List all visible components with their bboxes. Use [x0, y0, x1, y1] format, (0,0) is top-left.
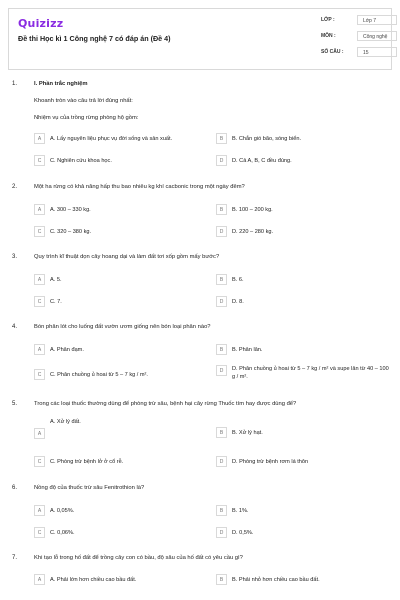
option-letter-box: A [34, 274, 45, 285]
option-letter-box: B [216, 344, 227, 355]
option-text: C. Phân chuồng ủ hoai từ 5 – 7 kg / m². [50, 371, 148, 378]
question-3-option-b[interactable] [216, 274, 244, 285]
option-letter-box: B [216, 274, 227, 285]
option-text: C. 320 – 380 kg. [50, 228, 92, 235]
option-letter-box: C [34, 527, 45, 538]
option-letter-box: D [216, 456, 227, 467]
question-2-option-c[interactable] [34, 226, 91, 237]
option-text: A. Phải lớn hơn chiều cao bầu đất. [50, 576, 137, 583]
option-letter-box: B [216, 427, 227, 438]
question-7-text: Khi tạo lỗ trong hố đất để trồng cây con có bầu, độ sâu của hố đất có yêu cầu gì? [34, 555, 243, 561]
question-3-option-c[interactable] [34, 296, 62, 307]
question-3-option-a[interactable] [34, 274, 62, 285]
option-letter-box: A [34, 344, 45, 355]
option-text: D. Cả A, B, C đều đúng. [232, 157, 292, 164]
question-6-option-d[interactable] [216, 527, 253, 538]
question-1-option-b[interactable] [216, 133, 301, 144]
option-text: B. Phải nhỏ hơn chiều cao bầu đất. [232, 576, 320, 583]
question-4-option-a[interactable] [34, 344, 84, 355]
question-5-number: 5. [12, 401, 18, 407]
option-text: A. Phân đạm. [50, 346, 84, 353]
question-6-option-a[interactable] [34, 505, 74, 516]
option-letter-box: C [34, 456, 45, 467]
question-7-number: 7. [12, 555, 18, 561]
question-5-option-b[interactable] [216, 427, 263, 438]
option-text: B. Phân lân. [232, 346, 263, 353]
question-5-option-c[interactable] [34, 456, 123, 467]
option-letter-box: C [34, 296, 45, 307]
question-5-option-a[interactable] [34, 419, 81, 439]
question-4-option-c[interactable] [34, 369, 148, 380]
section-instruction: Khoanh tròn vào câu trả lời đúng nhất: [34, 98, 133, 104]
question-7-option-b[interactable] [216, 574, 320, 585]
question-4-text: Bón phân lót cho luống đất vườn ươm giống nên bón loại phân nào? [34, 324, 211, 330]
option-letter-box: B [216, 574, 227, 585]
option-letter-box: A [34, 133, 45, 144]
option-letter-box: A [34, 505, 45, 516]
option-letter-box: D [216, 226, 227, 237]
option-text: D. 8. [232, 298, 244, 305]
question-4-option-b[interactable] [216, 344, 262, 355]
option-text: C. Phòng trừ bệnh lở ở cổ rễ. [50, 458, 124, 465]
option-text: A. Xử lý đất. [50, 419, 81, 425]
question-1-option-d[interactable] [216, 155, 292, 166]
option-letter-box: B [216, 204, 227, 215]
subject-value[interactable]: Công nghệ [357, 31, 397, 41]
option-letter-box: D [216, 155, 227, 166]
question-6-text: Nồng độ của thuốc trừ sâu Fenitrothion là? [34, 485, 145, 491]
question-5-text: Trong các loại thuốc thường dùng để phòng trừ sâu, bệnh hại cây rừng Thuốc tím hay được dùng để? [34, 401, 297, 407]
question-2-option-b[interactable] [216, 204, 273, 215]
count-value[interactable]: 15 [357, 47, 397, 57]
option-letter-box: C [34, 226, 45, 237]
question-5-option-d[interactable] [216, 456, 308, 467]
section-heading: I. Phần trắc nghiệm [34, 81, 88, 87]
option-text: C. 7. [50, 298, 62, 305]
option-letter-box: D [216, 527, 227, 538]
option-text: D. Phân chuồng ủ hoai từ 5 – 7 kg / m² và supe lân từ 40 – 100 g / m². [232, 366, 389, 380]
subject-label: MÔN : [321, 33, 336, 39]
question-2-option-d[interactable] [216, 226, 273, 237]
option-text: A. 0,05%. [50, 507, 75, 514]
question-4-option-d[interactable] [216, 365, 392, 381]
question-6-option-b[interactable] [216, 505, 248, 516]
option-text: D. 0,5%. [232, 529, 254, 536]
question-2-text: Một ha rừng có khả năng hấp thu bao nhiêu kg khí cacbonic trong một ngày đêm? [34, 184, 245, 190]
worksheet-header [8, 8, 392, 70]
question-3-text: Quy trình kĩ thuật dọn cây hoang dại và làm đất tơi xốp gồm mấy bước? [34, 254, 220, 260]
option-text: B. Chắn gió bão, sóng biển. [232, 135, 302, 142]
option-letter-box: B [216, 133, 227, 144]
worksheet-title: Đề thi Học kì 1 Công nghệ 7 có đáp án (Đề 4) [18, 34, 171, 43]
count-label: SỐ CÂU : [321, 49, 344, 55]
option-letter-box: D [216, 296, 227, 307]
option-text: A. 300 – 330 kg. [50, 206, 91, 213]
question-1-option-a[interactable] [34, 133, 172, 144]
quizizz-logo: Quizizz [18, 17, 64, 30]
option-text: A. 5. [50, 276, 62, 283]
section-number: 1. [12, 81, 18, 87]
question-7-option-a[interactable] [34, 574, 136, 585]
option-text: A. Lấy nguyên liệu phục vụ đời sống và sản xuất. [50, 135, 173, 142]
option-letter-box: A [34, 574, 45, 585]
question-2-number: 2. [12, 184, 18, 190]
option-letter-box: C [34, 155, 45, 166]
question-6-option-c[interactable] [34, 527, 75, 538]
question-2-option-a[interactable] [34, 204, 91, 215]
option-letter-box: A [34, 204, 45, 215]
question-1-text: Nhiệm vụ của trồng rừng phòng hộ gồm: [34, 115, 139, 121]
option-text: B. 6. [232, 276, 244, 283]
option-letter-box: B [216, 505, 227, 516]
class-value[interactable]: Lớp 7 [357, 15, 397, 25]
question-3-number: 3. [12, 254, 18, 260]
class-label: LỚP : [321, 17, 335, 23]
option-letter-box: C [34, 369, 45, 380]
option-text: D. 220 – 280 kg. [232, 228, 274, 235]
question-4-number: 4. [12, 324, 18, 330]
option-text: B. Xử lý hạt. [232, 429, 263, 436]
question-6-number: 6. [12, 485, 18, 491]
option-letter-box: D [216, 365, 227, 376]
option-text: B. 100 – 200 kg. [232, 206, 273, 213]
question-3-option-d[interactable] [216, 296, 244, 307]
option-text: D. Phòng trừ bệnh rơm lá thôn [232, 458, 309, 465]
option-text: C. 0,06%. [50, 529, 75, 536]
option-text: B. 1%. [232, 507, 249, 514]
option-text: C. Nghiên cứu khoa học. [50, 157, 112, 164]
question-1-option-c[interactable] [34, 155, 112, 166]
option-letter-box: A [34, 428, 45, 439]
